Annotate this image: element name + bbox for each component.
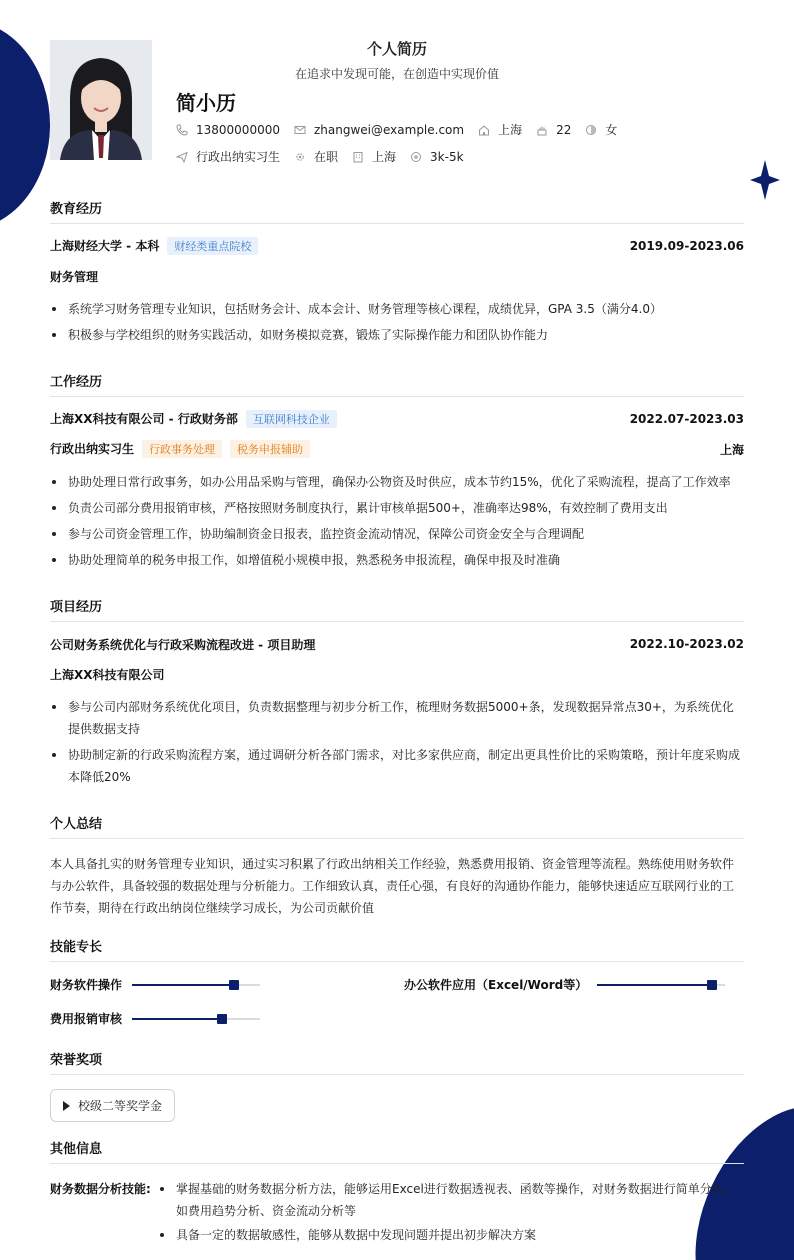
city-item — [478, 121, 522, 138]
project-company-line — [50, 666, 744, 682]
skill-fill — [597, 984, 712, 986]
skills-section — [50, 936, 744, 1036]
city-text: 上海 — [498, 123, 523, 137]
other-label: 财务数据分析技能: — [50, 1182, 151, 1196]
skill-name: 办公软件应用（Excel/Word等） — [404, 978, 588, 992]
education-bullets — [50, 298, 744, 346]
major-line — [50, 268, 744, 284]
contact-row — [176, 121, 631, 138]
other-content — [50, 1178, 744, 1248]
section-title: 工作经历 — [50, 371, 744, 397]
section-title: 项目经历 — [50, 596, 744, 622]
list-item: 协助处理简单的税务申报工作，如增值税小规模申报，熟悉税务申报流程，确保申报及时准确 — [50, 549, 744, 571]
home-icon — [478, 124, 490, 136]
age-text: 22 — [556, 122, 572, 137]
role-tag: 行政事务处理 — [142, 440, 222, 458]
skill-name: 费用报销审核 — [50, 1012, 123, 1026]
job-intent-row — [176, 148, 478, 165]
salary-text: 3k-5k — [430, 149, 464, 164]
section-title: 技能专长 — [50, 936, 744, 962]
company-name: 上海XX科技有限公司 - 行政财务部 — [50, 412, 238, 426]
status-item — [294, 148, 338, 165]
skill-fill — [132, 1018, 222, 1020]
gender-icon — [585, 124, 597, 136]
skill-fill — [132, 984, 234, 986]
education-header — [50, 238, 744, 254]
work-section — [50, 371, 744, 575]
cake-icon — [536, 124, 548, 136]
work-header — [50, 411, 744, 427]
other-section — [50, 1138, 744, 1248]
gender-item — [585, 121, 617, 138]
gender-text: 女 — [605, 123, 618, 137]
other-bullets — [158, 1178, 744, 1248]
email-item — [294, 123, 464, 137]
role-name: 行政出纳实习生 — [50, 442, 135, 456]
project-name: 公司财务系统优化与行政采购流程改进 - 项目助理 — [50, 637, 316, 652]
list-item: 协助处理日常行政事务，如办公用品采购与管理，确保办公物资及时供应，成本节约15%，优化了采购流程，提高了工作效率 — [50, 471, 744, 493]
section-title: 个人总结 — [50, 813, 744, 839]
award-name: 校级二等奖学金 — [78, 1099, 163, 1113]
school-tag: 财经类重点院校 — [167, 237, 258, 255]
section-title: 其他信息 — [50, 1138, 744, 1164]
list-item: 协助制定新的行政采购流程方案，通过调研分析各部门需求，对比多家供应商，制定出更具性价比的采购策略，预计年度采购成本降低20% — [50, 744, 744, 788]
role-tag: 税务申报辅助 — [230, 440, 310, 458]
project-section — [50, 596, 744, 792]
phone-icon — [176, 124, 188, 136]
coin-icon — [410, 151, 422, 163]
work-city-text: 上海 — [372, 150, 397, 164]
award-badge[interactable] — [50, 1089, 175, 1122]
project-company: 上海XX科技有限公司 — [50, 667, 165, 682]
page-subtitle: 在追求中发现可能，在创造中实现价值 — [294, 67, 499, 81]
skill-item — [404, 976, 725, 993]
age-item — [536, 123, 571, 137]
list-item: 具备一定的数据敏感性，能够从数据中发现问题并提出初步解决方案 — [158, 1224, 744, 1246]
project-header — [50, 636, 744, 652]
work-city-item — [352, 148, 396, 165]
skills-list — [50, 976, 744, 1036]
gear-icon — [294, 151, 306, 163]
company-tag: 互联网科技企业 — [246, 410, 337, 428]
work-location: 上海 — [719, 442, 744, 457]
salary-item — [410, 150, 464, 164]
list-item: 积极参与学校组织的财务实践活动，如财务模拟竞赛，锻炼了实际操作能力和团队协作能力 — [50, 324, 744, 346]
summary-text: 本人具备扎实的财务管理专业知识，通过实习积累了行政出纳相关工作经验，熟悉费用报销、资金管理等流程。熟练使用财务软件与办公软件，具备较强的数据处理与分析能力。工作细致认真，责任心强，有良好的沟通协作能力，能够快速适应互联网行业的工作节奏，期待在行政出纳岗位继续学习成长，为公司贡献价值 — [50, 857, 735, 915]
play-icon — [63, 1101, 70, 1111]
position-text: 行政出纳实习生 — [196, 150, 281, 164]
position-item — [176, 148, 280, 165]
email-icon — [294, 124, 306, 136]
list-item: 参与公司内部财务系统优化项目，负责数据整理与初步分析工作，梳理财务数据5000+条，发现数据异常点30+，为系统优化提供数据支持 — [50, 696, 744, 740]
awards-section — [50, 1049, 744, 1122]
status-text: 在职 — [314, 150, 339, 164]
list-item: 参与公司资金管理工作，协助编制资金日报表，监控资金流动情况，保障公司资金安全与合理调配 — [50, 523, 744, 545]
list-item: 系统学习财务管理专业知识，包括财务会计、成本会计、财务管理等核心课程，成绩优异，GPA 3.5（满分4.0） — [50, 298, 744, 320]
school-name: 上海财经大学 - 本科 — [50, 239, 160, 253]
email-text: zhangwei@example.com — [313, 122, 465, 137]
section-title: 荣誉奖项 — [50, 1049, 744, 1075]
skill-knob — [229, 980, 239, 990]
star-icon — [750, 160, 780, 200]
summary-section — [50, 813, 744, 919]
list-item: 掌握基础的财务数据分析方法，能够运用Excel进行数据透视表、函数等操作，对财务数据进行简单分析，如费用趋势分析、资金流动分析等 — [158, 1178, 744, 1222]
project-date: 2022.10-2023.02 — [629, 637, 744, 651]
role-line — [50, 441, 744, 457]
phone-item — [176, 123, 280, 137]
work-bullets — [50, 471, 744, 571]
send-icon — [176, 151, 188, 163]
education-section — [50, 198, 744, 350]
candidate-name: 简小历 — [176, 91, 236, 115]
skill-item — [50, 1010, 260, 1027]
skill-bar — [132, 1018, 260, 1020]
skill-knob — [217, 1014, 227, 1024]
skill-item — [50, 976, 260, 993]
phone-text: 13800000000 — [196, 122, 280, 137]
major-name: 财务管理 — [50, 269, 99, 284]
work-date: 2022.07-2023.03 — [629, 412, 744, 426]
page-title: 个人简历 — [366, 40, 427, 58]
skill-bar — [132, 984, 260, 986]
skill-bar — [597, 984, 725, 986]
education-date: 2019.09-2023.06 — [629, 239, 744, 253]
building-icon — [352, 151, 364, 163]
section-title: 教育经历 — [50, 198, 744, 224]
skill-name: 财务软件操作 — [50, 978, 123, 992]
list-item: 负责公司部分费用报销审核，严格按照财务制度执行，累计审核单据500+，准确率达98%，有效控制了费用支出 — [50, 497, 744, 519]
skill-knob — [707, 980, 717, 990]
project-bullets — [50, 696, 744, 788]
